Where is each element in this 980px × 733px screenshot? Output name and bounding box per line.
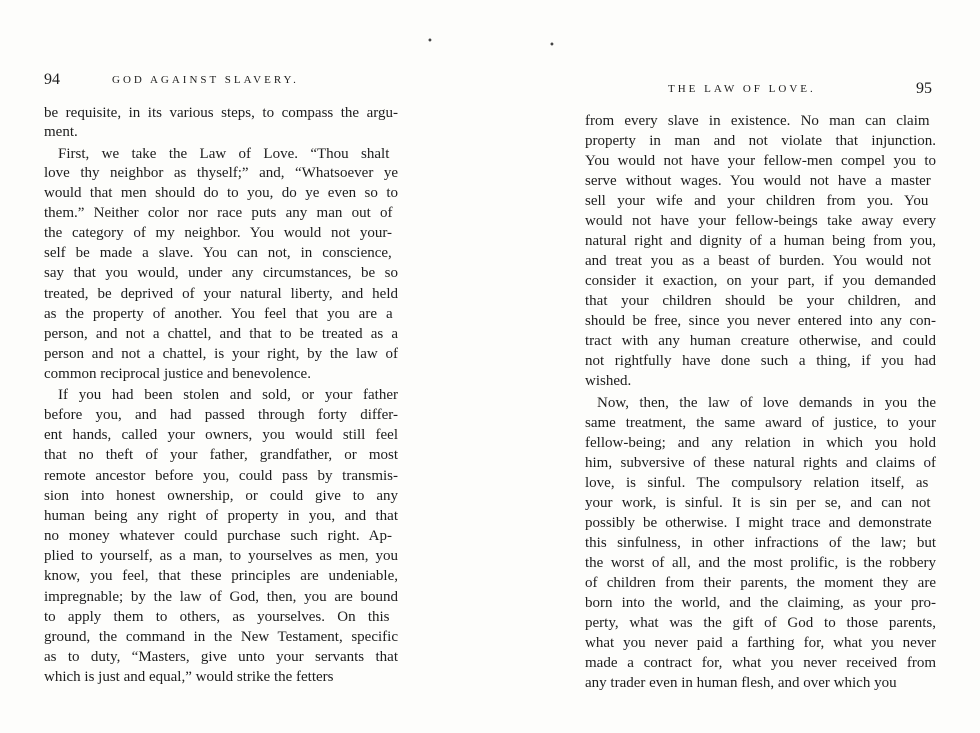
right-line: him, subversive of these natural rights and claims of [585,455,936,471]
left-line: treated, be deprived of your natural liberty, and held [44,286,398,302]
right-line: sell your wife and your children from you. You [585,193,929,209]
left-running-head: GOD AGAINST SLAVERY. [112,74,299,86]
right-line: of children from their parents, the moment they are [585,575,936,591]
right-line: that your children should be your children, and [585,293,936,309]
left-line: which is just and equal,” would strike the fetters [44,669,334,685]
right-line: would not have your fellow-beings take away every [585,213,936,229]
scan-speck: • [427,36,433,47]
right-line: possibly be otherwise. I might trace and demonstrate [585,515,932,531]
left-line: say that you would, under any circumstances, be so [44,265,398,281]
left-line: would that men should do to you, do ye even so to [44,185,398,201]
right-line: and treat you as a beast of burden. You would not [585,253,932,269]
left-line: human being any right of property in you, and that [44,508,398,524]
left-line: First, we take the Law of Love. “Thou shalt [58,146,390,162]
left-line: ment. [44,124,78,140]
left-line: person, and not a chattel, and that to be treated as a [44,326,398,342]
left-line: plied to yourself, as a man, to yourselves as men, you [44,548,398,564]
right-line: tract with any human creature otherwise, and could [585,333,936,349]
left-line: ent hands, called your owners, you would still feel [44,427,398,443]
right-line: serve without wages. You would not have a master [585,173,931,189]
left-line: no money whatever could purchase such right. Ap- [44,528,392,544]
right-line: fellow-being; and any relation in which you hold [585,435,936,451]
right-line: Now, then, the law of love demands in you the [597,395,936,411]
left-line: before you, and had passed through forty differ- [44,407,398,423]
right-line: consider it exaction, on your part, if you demanded [585,273,936,289]
right-line: wished. [585,373,632,389]
left-line: as the property of another. You feel that you are a [44,306,393,322]
right-line: same treatment, the same award of justice, to your [585,415,936,431]
right-page-number: 95 [916,80,932,97]
right-line: from every slave in existence. No man can claim [585,113,930,129]
right-line: You would not have your fellow-men compel you to [585,153,936,169]
left-line: them.” Neither color nor race puts any man out of [44,205,393,221]
right-running-head: THE LAW OF LOVE. [668,83,816,95]
right-line: your work, is sinful. It is sin per se, and can not [585,495,931,511]
scan-speck: • [549,40,555,51]
left-line: common reciprocal justice and benevolence. [44,366,311,382]
right-line: not rightfully have done such a thing, if you had [585,353,936,369]
right-line: made a contract for, what you never received from [585,655,936,671]
left-line: that no theft of your father, grandfather, or most [44,447,398,463]
right-line: natural right and dignity of a human being from you, [585,233,936,249]
right-line: born into the world, and the claiming, as your pro- [585,595,936,611]
left-line: as to duty, “Masters, give unto your servants that [44,649,398,665]
left-line: self be made a slave. You can not, in conscience, [44,245,392,261]
left-line: sion into honest ownership, or could give to any [44,488,398,504]
left-line: love thy neighbor as thyself;” and, “Whatsoever ye [44,165,398,181]
left-line: remote ancestor before you, could pass by transmis- [44,468,398,484]
left-line: impregnable; by the law of God, then, you are bound [44,589,398,605]
left-line: If you had been stolen and sold, or your father [58,387,398,403]
left-line: person and not a chattel, is your right, by the law of [44,346,398,362]
left-line: know, you feel, that these principles are undeniable, [44,568,398,584]
right-line: the worst of all, and the most prolific, is the robbery [585,555,936,571]
left-line: be requisite, in its various steps, to compass the argu- [44,105,398,121]
right-line: love, is sinful. The compulsory relation itself, as [585,475,929,491]
right-line: this sinfulness, in other infractions of the law; but [585,535,936,551]
right-line: perty, what was the gift of God to those parents, [585,615,936,631]
left-line: to apply them to others, as yourselves. On this [44,609,390,625]
left-line: ground, the command in the New Testament, specific [44,629,398,645]
right-line: property in man and not violate that injunction. [585,133,936,149]
left-page-number: 94 [44,71,60,88]
left-line: the category of my neighbor. You would not your- [44,225,393,241]
right-line: any trader even in human flesh, and over which you [585,675,897,691]
right-line: should be free, since you never entered into any con- [585,313,936,329]
right-line: what you never paid a farthing for, what you never [585,635,936,651]
